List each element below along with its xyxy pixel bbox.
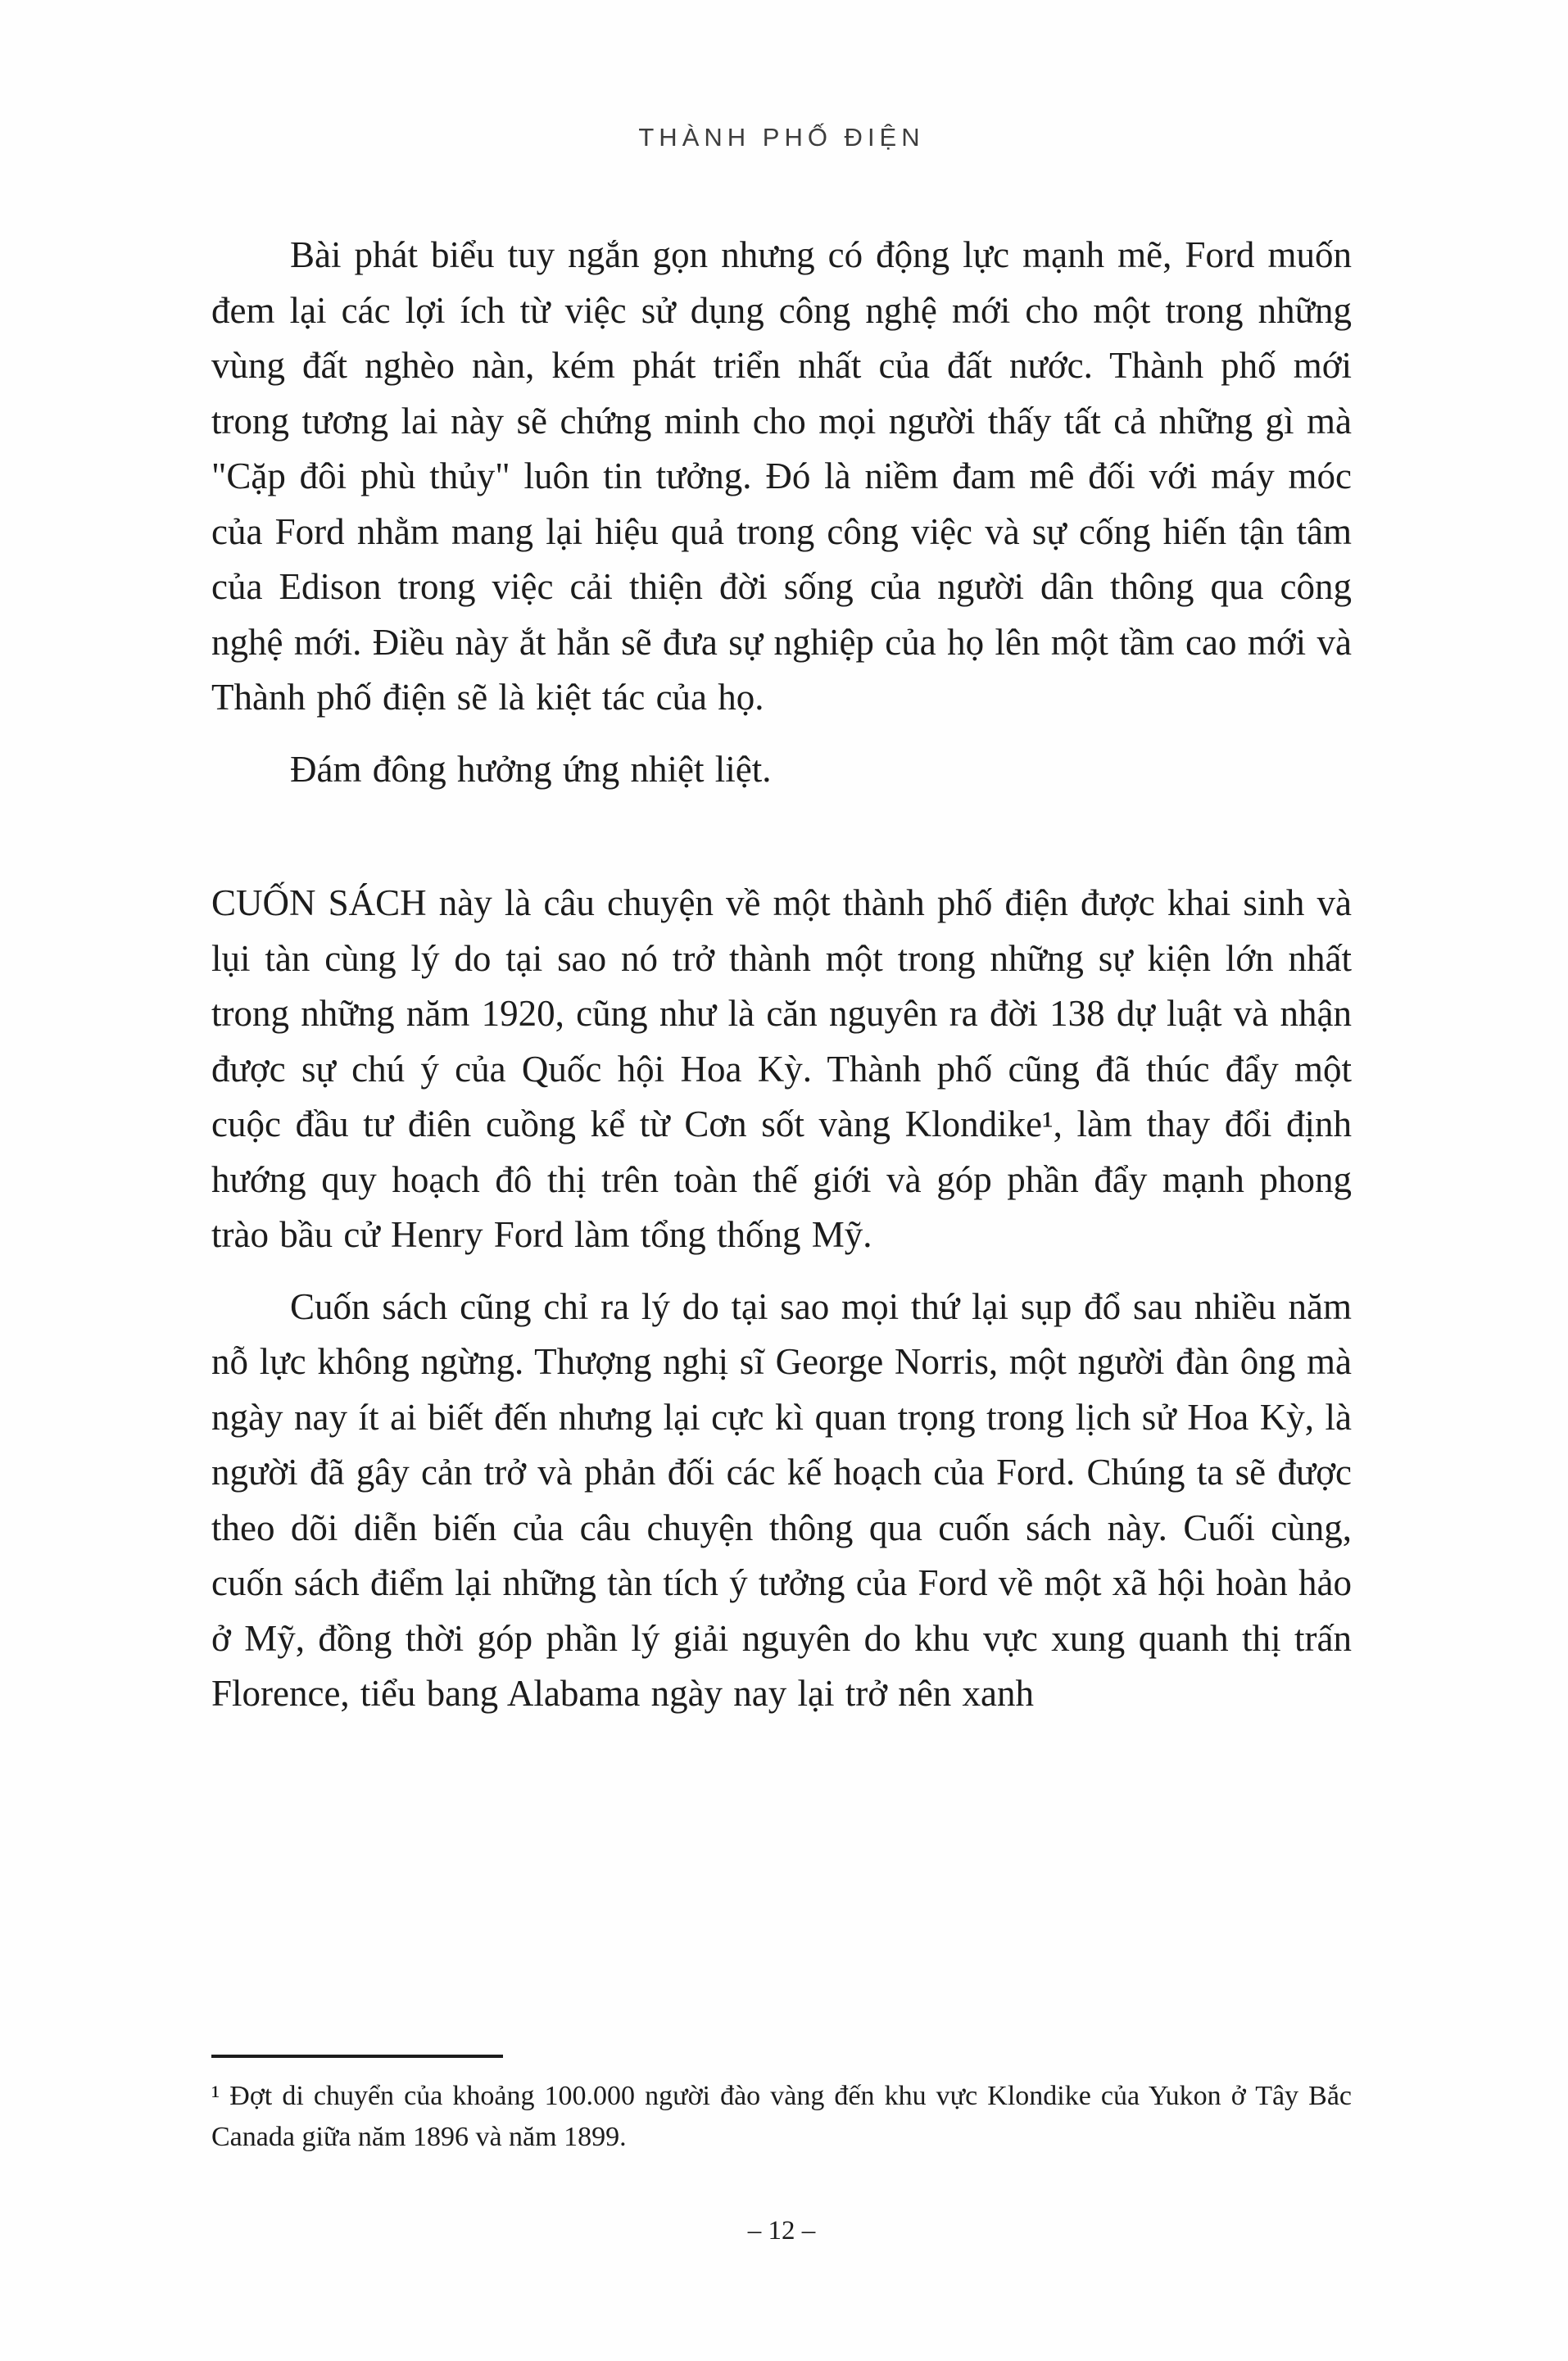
page-number: – 12 –: [747, 2216, 816, 2245]
paragraph-book-summary: Cuốn sách cũng chỉ ra lý do tại sao mọi thứ lại sụp đổ sau nhiều năm nỗ lực không ngừng. Thượng nghị sĩ George Norris, một người đàn ông mà ngày nay ít ai biết đến nhưng lại cực kì quan trọng trong lịch sử Hoa Kỳ, là người đã gây cản trở và phản đối các kế hoạch của Ford. Chúng ta sẽ được theo dõi diễn biến của câu chuyện thông qua cuốn sách này. Cuối cùng, cuốn sách điểm lại những tàn tích ý tưởng của Ford về một xã hội hoàn hảo ở Mỹ, đồng thời góp phần lý giải nguyên do khu vực xung quanh thị trấn Florence, tiểu bang Alabama ngày nay lại trở nên xanh: [211, 1285, 1352, 1714]
footnote-block: [211, 2055, 1352, 2157]
body-text: [211, 228, 1352, 1738]
paragraph-section-start: CUỐN SÁCH này là câu chuyện về một thành phố điện được khai sinh và lụi tàn cùng lý do tại sao nó trở thành một trong những sự kiện lớn nhất trong những năm 1920, cũng như là căn nguyên ra đời 138 dự luật và nhận được sự chú ý của Quốc hội Hoa Kỳ. Thành phố cũng đã thúc đẩy một cuộc đầu tư điên cuồng kể từ Cơn sốt vàng Klondike¹, làm thay đổi định hướng quy hoạch đô thị trên toàn thế giới và góp phần đẩy mạnh phong trào bầu cử Henry Ford làm tổng thống Mỹ.: [211, 882, 1352, 1255]
footnote-separator: [211, 2055, 503, 2058]
paragraph-crowd: Đám đông hưởng ứng nhiệt liệt.: [290, 748, 772, 790]
running-head: THÀNH PHỐ ĐIỆN: [638, 123, 925, 152]
footnote-text: ¹ Đợt di chuyển của khoảng 100.000 người đào vàng đến khu vực Klondike của Yukon ở Tây Bắc Canada giữa năm 1896 và năm 1899.: [211, 2081, 1352, 2152]
paragraph-speech: Bài phát biểu tuy ngắn gọn nhưng có động lực mạnh mẽ, Ford muốn đem lại các lợi ích từ việc sử dụng công nghệ mới cho một trong những vùng đất nghèo nàn, kém phát triển nhất của đất nước. Thành phố mới trong tương lai này sẽ chứng minh cho mọi người thấy tất cả những gì mà "Cặp đôi phù thủy" luôn tin tưởng. Đó là niềm đam mê đối với máy móc của Ford nhằm mang lại hiệu quả trong công việc và sự cống hiến tận tâm của Edison trong việc cải thiện đời sống của người dân thông qua công nghệ mới. Điều này ắt hẳn sẽ đưa sự nghiệp của họ lên một tầm cao mới và Thành phố điện sẽ là kiệt tác của họ.: [211, 234, 1352, 718]
